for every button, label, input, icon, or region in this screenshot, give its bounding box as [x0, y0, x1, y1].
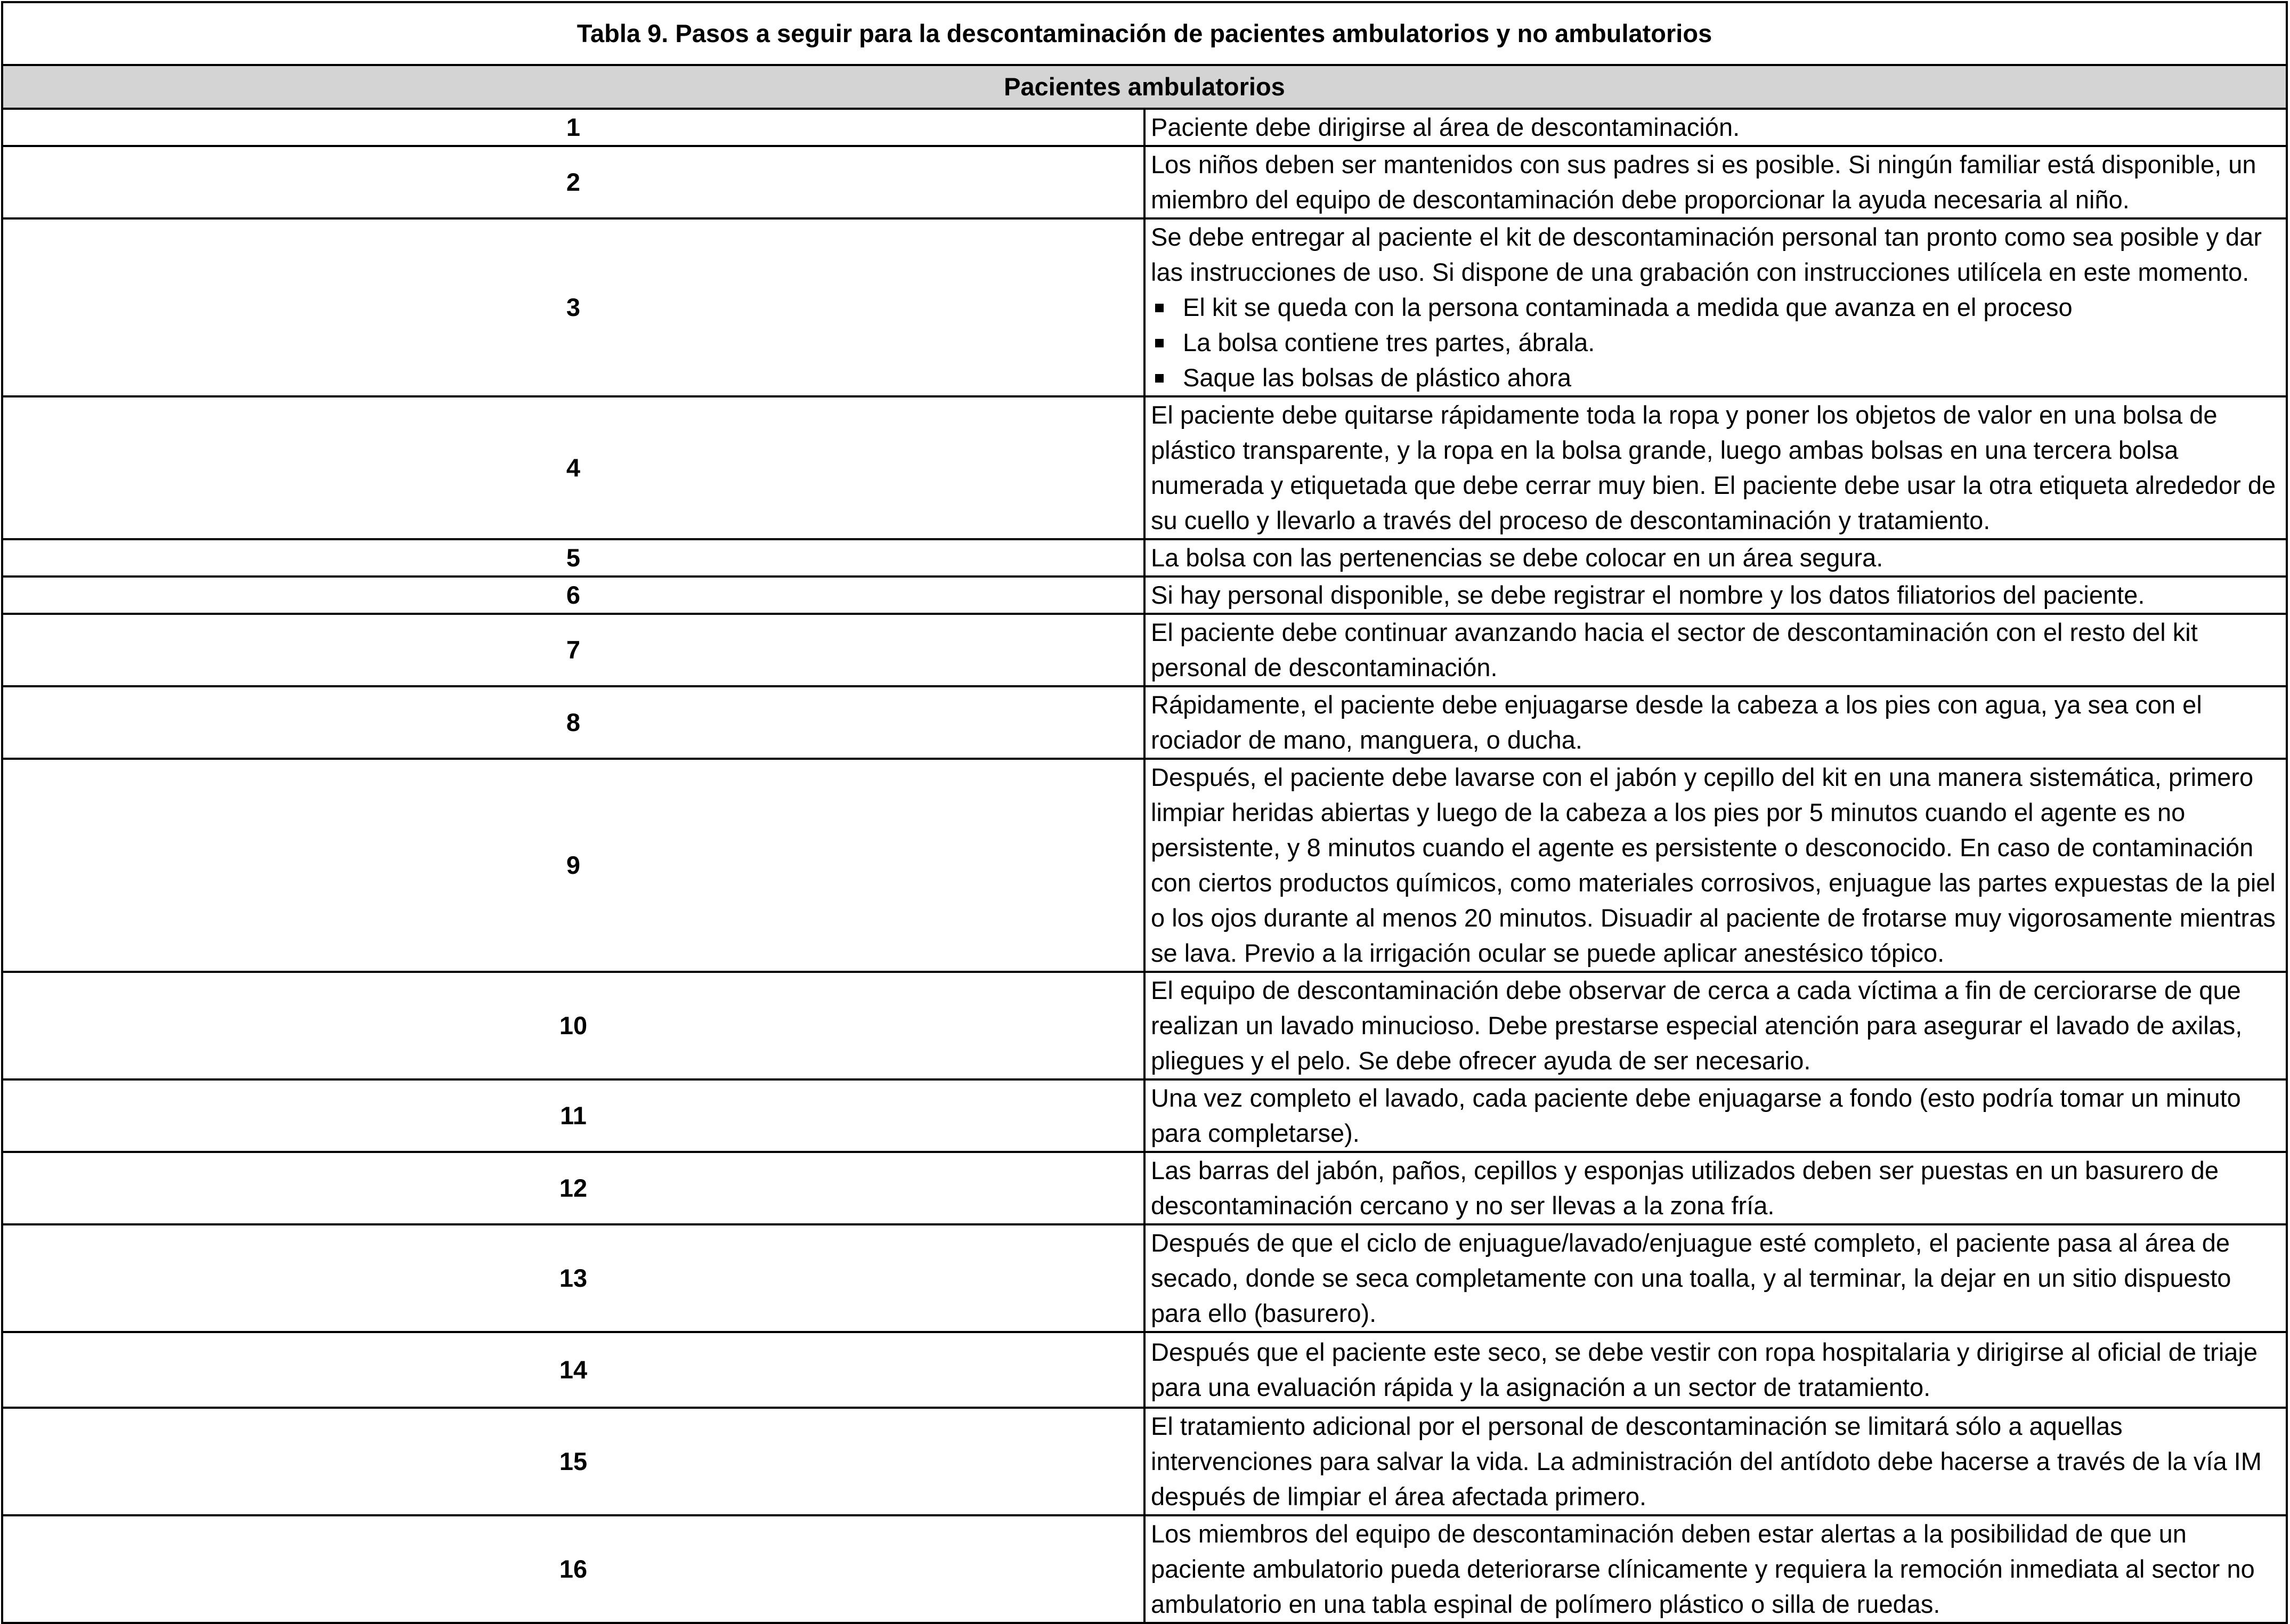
step-text: Los niños deben ser mantenidos con sus padres si es posible. Si ningún familiar está disponible, un miembro del equipo de descontaminación debe proporcionar la ayuda necesaria al niño. [1144, 146, 2287, 218]
step-number: 14 [2, 1332, 1144, 1408]
table-row [2, 686, 2287, 759]
step-number: 8 [2, 686, 1144, 759]
step-number: 16 [2, 1515, 1144, 1623]
table-row [2, 539, 2287, 576]
bullet-item [1151, 360, 2280, 395]
step-number: 13 [2, 1224, 1144, 1332]
step-text: El paciente debe continuar avanzando hacia el sector de descontaminación con el resto del kit personal de descontaminación. [1144, 614, 2287, 686]
bullet-text: Saque las bolsas de plástico ahora [1183, 363, 1571, 392]
step-text: Si hay personal disponible, se debe registrar el nombre y los datos filiatorios del paciente. [1144, 576, 2287, 614]
table-row [2, 396, 2287, 539]
table-row [2, 1332, 2287, 1408]
table-row [2, 218, 2287, 396]
step-number: 10 [2, 972, 1144, 1079]
decontamination-steps-table [1, 1, 2288, 1624]
step-text: Paciente debe dirigirse al área de descontaminación. [1144, 109, 2287, 146]
step-number: 4 [2, 396, 1144, 539]
step-text-with-bullets [1144, 218, 2287, 396]
table-row [2, 614, 2287, 686]
step-text: Los miembros del equipo de descontaminación deben estar alertas a la posibilidad de que un paciente ambulatorio pueda deteriorarse clínicamente y requiera la remoción inmediata al sector no ambulatorio en una tabla espinal de polímero plástico o silla de ruedas. [1144, 1515, 2287, 1623]
step-text: El tratamiento adicional por el personal de descontaminación se limitará sólo a aquellas intervenciones para salvar la vida. La administración del antídoto debe hacerse a través de la vía IM después de limpiar el área afectada primero. [1144, 1408, 2287, 1515]
table-row [2, 1515, 2287, 1623]
table-row [2, 1152, 2287, 1224]
step-number: 2 [2, 146, 1144, 218]
bullet-item [1151, 325, 2280, 360]
step-text: El equipo de descontaminación debe observar de cerca a cada víctima a fin de cerciorarse de que realizan un lavado minucioso. Debe prestarse especial atención para asegurar el lavado de axilas, pliegues y el pelo. Se debe ofrecer ayuda de ser necesario. [1144, 972, 2287, 1079]
table-row [2, 576, 2287, 614]
step-number: 7 [2, 614, 1144, 686]
bullet-list [1151, 290, 2280, 395]
section-row [2, 65, 2287, 109]
step-text: Las barras del jabón, paños, cepillos y esponjas utilizados deben ser puestas en un basurero de descontaminación cercano y no ser llevas a la zona fría. [1144, 1152, 2287, 1224]
bullet-text: El kit se queda con la persona contaminada a medida que avanza en el proceso [1183, 293, 2073, 321]
step-number: 12 [2, 1152, 1144, 1224]
step-text: El paciente debe quitarse rápidamente toda la ropa y poner los objetos de valor en una bolsa de plástico transparente, y la ropa en la bolsa grande, luego ambas bolsas en una tercera bolsa numerada y etiquetada que debe cerrar muy bien. El paciente debe usar la otra etiqueta alrededor de su cuello y llevarlo a través del proceso de descontaminación y tratamiento. [1144, 396, 2287, 539]
table-row [2, 1224, 2287, 1332]
square-bullet-icon [1155, 374, 1164, 383]
step-text: Después de que el ciclo de enjuague/lavado/enjuague esté completo, el paciente pasa al área de secado, donde se seca completamente con una toalla, y al terminar, la dejar en un sitio dispuesto para ello (basurero). [1144, 1224, 2287, 1332]
step-text: Una vez completo el lavado, cada paciente debe enjuagarse a fondo (esto podría tomar un minuto para completarse). [1144, 1079, 2287, 1152]
step-text: La bolsa con las pertenencias se debe colocar en un área segura. [1144, 539, 2287, 576]
step-number: 1 [2, 109, 1144, 146]
step-number: 3 [2, 218, 1144, 396]
table-row [2, 759, 2287, 972]
step-number: 6 [2, 576, 1144, 614]
step-number: 15 [2, 1408, 1144, 1515]
table-row [2, 146, 2287, 218]
step-text: Después que el paciente este seco, se debe vestir con ropa hospitalaria y dirigirse al oficial de triaje para una evaluación rápida y la asignación a un sector de tratamiento. [1144, 1332, 2287, 1408]
table-row [2, 1408, 2287, 1515]
square-bullet-icon [1155, 339, 1164, 347]
step-number: 9 [2, 759, 1144, 972]
bullet-item [1151, 290, 2280, 325]
step-text: Rápidamente, el paciente debe enjuagarse desde la cabeza a los pies con agua, ya sea con el rociador de mano, manguera, o ducha. [1144, 686, 2287, 759]
decontamination-table-frame [1, 1, 2288, 1618]
step-number: 5 [2, 539, 1144, 576]
step-text: Se debe entregar al paciente el kit de descontaminación personal tan pronto como sea posible y dar las instrucciones de uso. Si dispone de una grabación con instrucciones utilícela en este momento. [1151, 223, 2262, 286]
table-row [2, 972, 2287, 1079]
table-row [2, 109, 2287, 146]
step-number: 11 [2, 1079, 1144, 1152]
table-row [2, 1079, 2287, 1152]
bullet-text: La bolsa contiene tres partes, ábrala. [1183, 328, 1595, 356]
title-row [2, 2, 2287, 65]
square-bullet-icon [1155, 304, 1164, 312]
section-header: Pacientes ambulatorios [2, 65, 2287, 109]
step-text: Después, el paciente debe lavarse con el jabón y cepillo del kit en una manera sistemática, primero limpiar heridas abiertas y luego de la cabeza a los pies por 5 minutos cuando el agente es no persistente, y 8 minutos cuando el agente es persistente o desconocido. En caso de contaminación con ciertos productos químicos, como materiales corrosivos, enjuague las partes expuestas de la piel o los ojos durante al menos 20 minutos. Disuadir al paciente de frotarse muy vigorosamente mientras se lava. Previo a la irrigación ocular se puede aplicar anestésico tópico. [1144, 759, 2287, 972]
table-title: Tabla 9. Pasos a seguir para la descontaminación de pacientes ambulatorios y no ambulatorios [2, 2, 2287, 65]
